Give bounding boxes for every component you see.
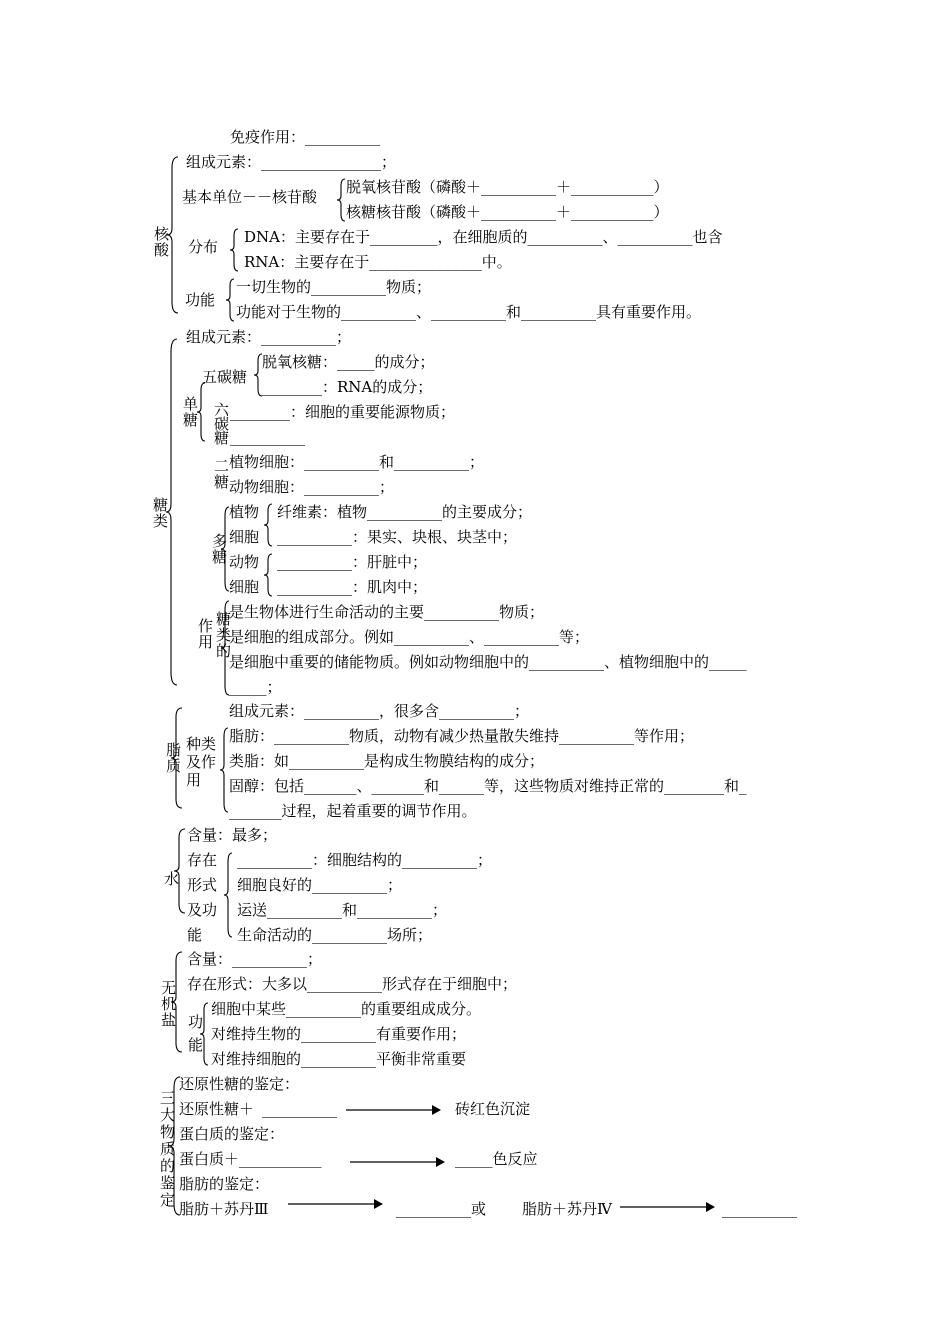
salt-func-label: 功能 bbox=[188, 1013, 204, 1054]
sg-starch: __________：果实、块根、块茎中； bbox=[277, 528, 518, 546]
na-rna: RNA：主要存在于_______________中。 bbox=[244, 253, 512, 271]
lp-fat: 脂肪：__________物质，动物有减少热量散失维持__________等作用； bbox=[229, 727, 695, 745]
w-r4: 生命活动的__________场所； bbox=[237, 926, 433, 944]
lipid-label: 脂质 bbox=[166, 741, 182, 775]
na-func: 功能 bbox=[185, 291, 216, 309]
lipid-kind-label: 种类及作用 bbox=[186, 735, 217, 789]
fat-arrow-1 bbox=[288, 1197, 384, 1211]
id-protein-res: _____色反应 bbox=[455, 1150, 538, 1168]
na-elements: 组成元素：________________； bbox=[186, 153, 397, 171]
sg-elements: 组成元素：__________； bbox=[186, 328, 352, 346]
s-f2: 对维持生物的__________有重要作用； bbox=[211, 1025, 467, 1043]
immune-line: 免疫作用：__________ bbox=[230, 128, 381, 146]
s-content: 含量：__________； bbox=[187, 950, 323, 968]
lp-sterol: 固醇：包括_______、_______和______等，这些物质对维持正常的________和_ bbox=[229, 777, 747, 795]
lp-elements: 组成元素：__________，很多含__________； bbox=[229, 702, 530, 720]
id-sugar-blank: __________ bbox=[262, 1100, 337, 1118]
sugar-role-label: 糖类的 bbox=[216, 610, 232, 660]
sg-hex1: ________：细胞的重要能源物质； bbox=[230, 403, 456, 421]
sugar-label: 糖类 bbox=[153, 496, 169, 530]
sg-di-animal: 动物细胞：__________； bbox=[229, 478, 395, 496]
na-func-brace bbox=[225, 278, 235, 322]
w-content: 含量：最多； bbox=[187, 826, 278, 844]
na-dist: 分布 bbox=[188, 238, 219, 256]
lp-sterol2: _______过程，起着重要的调节作用。 bbox=[229, 802, 477, 820]
water-label: 水 bbox=[164, 870, 180, 888]
id-fat: 脂肪的鉴定： bbox=[179, 1175, 270, 1193]
id-fat-eq1: 脂肪＋苏丹Ⅲ bbox=[179, 1200, 269, 1218]
id-fat-res1: __________或 bbox=[396, 1200, 487, 1218]
id-fat-eq2: 脂肪＋苏丹Ⅳ bbox=[522, 1200, 612, 1218]
sugar-brace bbox=[165, 338, 179, 686]
w-r1: __________：细胞结构的__________； bbox=[237, 851, 493, 869]
sg-poly-animal2: 细胞 bbox=[229, 578, 260, 596]
salt-brace bbox=[170, 951, 184, 1053]
sg-poly-plant1: 植物 bbox=[229, 503, 260, 521]
mono-label: 单糖 bbox=[183, 395, 199, 429]
identify-brace bbox=[168, 1076, 182, 1216]
sg-ribose: ________：RNA的成分； bbox=[262, 378, 433, 396]
id-sugar-res: 砖红色沉淀 bbox=[455, 1100, 531, 1118]
na-f2: 功能对于生物的__________、__________和__________具有重要作用。 bbox=[236, 303, 702, 321]
sg-pentose: 五碳糖 bbox=[202, 368, 248, 386]
nucleic-acid-brace bbox=[166, 156, 180, 314]
na-dist-brace bbox=[229, 228, 239, 272]
poly-label: 多糖 bbox=[212, 532, 228, 566]
sg-deoxyribose: 脱氧核糖：_____的成分； bbox=[262, 353, 435, 371]
w-form1: 存在 bbox=[187, 851, 218, 869]
mono-brace bbox=[196, 382, 206, 442]
w-form3: 及功 bbox=[187, 901, 218, 919]
sg-r2: 是细胞的组成部分。例如__________、__________等； bbox=[229, 628, 590, 646]
poly-animal-brace bbox=[263, 553, 273, 597]
hexose-label: 六碳糖 bbox=[214, 401, 230, 447]
sugar-arrow bbox=[346, 1103, 442, 1117]
s-f3: 对维持细胞的__________平衡非常重要 bbox=[211, 1050, 467, 1068]
na-dna: DNA：主要存在于_________，在细胞质的__________、__________也含 bbox=[244, 228, 723, 246]
sg-hex2: __________ bbox=[230, 428, 305, 446]
lp-lipoid: 类脂：如__________是构成生物膜结构的成分； bbox=[229, 752, 545, 770]
identify-label: 三大物质的鉴定 bbox=[160, 1089, 176, 1209]
sg-liver: __________：肝脏中； bbox=[277, 553, 428, 571]
na-unit: 基本单位－－核苷酸 bbox=[182, 188, 318, 206]
nucleic-acid-label: 核酸 bbox=[154, 225, 170, 259]
role-label: 作用 bbox=[198, 617, 214, 651]
na-unit-brace bbox=[336, 178, 346, 222]
lipid-brace bbox=[170, 707, 184, 809]
sg-r3b: _____； bbox=[229, 678, 282, 696]
sg-cellulose: 纤维素：植物__________的主要成分； bbox=[277, 503, 533, 521]
fat-arrow-2 bbox=[620, 1200, 716, 1214]
sg-di-plant: 植物细胞：__________和__________； bbox=[229, 453, 485, 471]
sg-poly-plant2: 细胞 bbox=[229, 528, 260, 546]
sg-r3: 是细胞中重要的储能物质。例如动物细胞中的__________、植物细胞中的_____ bbox=[229, 653, 747, 671]
id-fat-res2: __________ bbox=[722, 1200, 797, 1218]
lipid-kind-brace bbox=[219, 727, 229, 813]
protein-arrow bbox=[350, 1155, 446, 1169]
w-form2: 形式 bbox=[187, 876, 218, 894]
sg-r1: 是生物体进行生命活动的主要__________物质； bbox=[229, 603, 545, 621]
salt-label: 无机盐 bbox=[161, 979, 177, 1029]
na-ribo: 核糖核苷酸（磷酸＋__________＋___________） bbox=[346, 203, 669, 221]
disaccharide-label: 二糖 bbox=[214, 457, 230, 491]
id-sugar: 还原性糖的鉴定： bbox=[179, 1075, 300, 1093]
sg-poly-animal1: 动物 bbox=[229, 553, 260, 571]
id-sugar-eq: 还原性糖＋ bbox=[179, 1100, 255, 1118]
w-r2: 细胞良好的__________； bbox=[237, 876, 403, 894]
w-r3: 运送__________和__________； bbox=[237, 901, 448, 919]
sg-muscle: __________：肌肉中； bbox=[277, 578, 428, 596]
s-f1: 细胞中某些__________的重要组成成分。 bbox=[211, 1000, 482, 1018]
id-protein: 蛋白质的鉴定： bbox=[179, 1125, 285, 1143]
id-protein-eq: 蛋白质＋___________ bbox=[179, 1150, 322, 1168]
water-brace bbox=[173, 828, 187, 914]
water-func-brace bbox=[223, 852, 233, 938]
poly-plant-brace bbox=[263, 503, 273, 547]
w-form4: 能 bbox=[187, 926, 203, 944]
s-form: 存在形式：大多以__________形式存在于细胞中； bbox=[187, 975, 518, 993]
na-f1: 一切生物的__________物质； bbox=[236, 278, 432, 296]
salt-func-brace bbox=[199, 1002, 209, 1066]
na-deoxy: 脱氧核苷酸（磷酸＋__________＋___________） bbox=[346, 178, 669, 196]
